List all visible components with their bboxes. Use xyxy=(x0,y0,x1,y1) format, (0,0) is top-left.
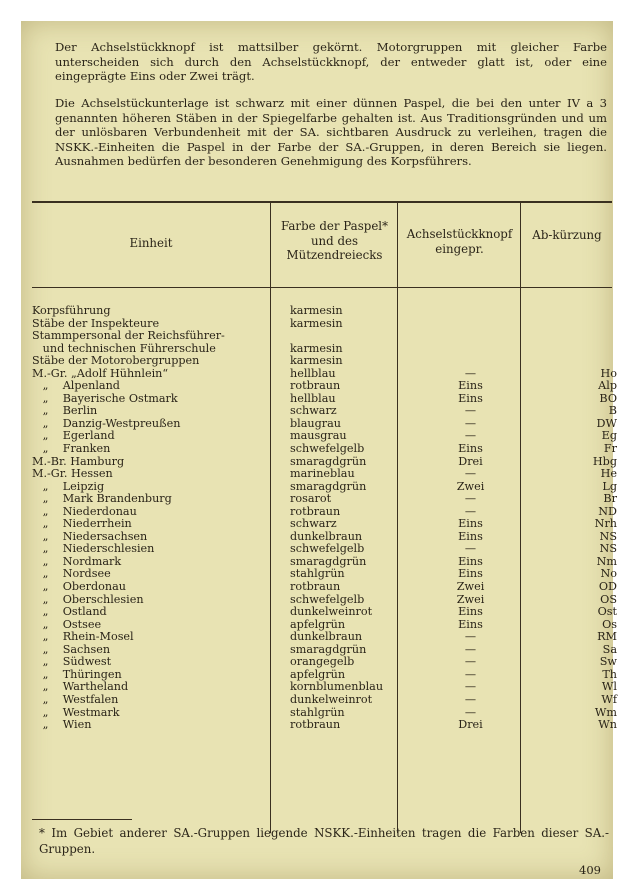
cell-unit: „ Ostsee xyxy=(32,617,102,631)
cell-abbr: Nm xyxy=(596,554,617,568)
cell-unit: „ Niederdonau xyxy=(32,504,137,518)
cell-color: schwarz xyxy=(290,517,337,531)
cell-color: stahlgrün xyxy=(290,705,345,719)
table-row xyxy=(32,655,617,669)
paragraph-underlay: Die Achselstückunterlage ist schwarz mit einer dünnen Paspel, die bei den unter IV a 3 genannten höheren Stäben in der Spiegelfarbe gehalten ist. Aus Traditionsgründen und um der unlösbaren Verbundenheit mit der SA. sichtbaren Ausdruck zu verleihen, tragen die NSKK.-Einheiten die Paspel in der Farbe der SA.-Gruppen, in deren Bereich sie liegen. Ausnahmen bedürfen der besonderen Genehmigung des Korpsführers. xyxy=(55,96,607,169)
cell-abbr: NS xyxy=(599,542,617,556)
cell-knob: — xyxy=(464,655,477,669)
cell-color: smaragdgrün xyxy=(290,642,367,656)
cell-color: hellblau xyxy=(290,391,336,405)
cell-unit: Stäbe der Inspekteure xyxy=(32,316,160,330)
cell-abbr: Nrh xyxy=(594,517,617,531)
cell-abbr: He xyxy=(600,467,617,481)
cell-unit: und technischen Führerschule xyxy=(32,341,216,355)
cell-color: smaragdgrün xyxy=(290,554,367,568)
cell-abbr: RM xyxy=(597,630,617,644)
cell-color: schwefelgelb xyxy=(290,592,365,606)
cell-abbr: Alp xyxy=(598,379,617,393)
table-row xyxy=(32,580,617,594)
cell-knob: — xyxy=(464,467,477,481)
cell-unit: „ Südwest xyxy=(32,655,112,669)
cell-unit: „ Bayerische Ostmark xyxy=(32,391,178,405)
page-number: 409 xyxy=(579,863,601,877)
cell-color: karmesin xyxy=(290,304,343,317)
cell-knob: — xyxy=(464,404,477,418)
cell-unit: „ Niederrhein xyxy=(32,517,132,531)
table-row xyxy=(32,355,612,368)
cell-unit: „ Nordsee xyxy=(32,567,111,581)
cell-knob: — xyxy=(464,492,477,506)
cell-color: rotbraun xyxy=(290,379,341,393)
cell-color: stahlgrün xyxy=(290,567,345,581)
cell-knob: — xyxy=(464,416,477,430)
table-row xyxy=(32,492,617,506)
table-row xyxy=(32,692,617,707)
table-row xyxy=(32,605,617,619)
cell-abbr: Sa xyxy=(602,642,617,656)
cell-color: schwarz xyxy=(290,404,337,418)
cell-knob: Zwei xyxy=(456,479,485,493)
cell-unit: „ Ostland xyxy=(32,605,107,619)
cell-abbr: Wf xyxy=(601,692,617,706)
cell-knob: Eins xyxy=(458,567,483,581)
header-abbreviation: Ab-kürzung xyxy=(532,228,602,242)
cell-abbr: Lg xyxy=(602,479,617,493)
cell-color: schwefelgelb xyxy=(290,442,365,456)
cell-knob: — xyxy=(464,504,477,518)
cell-abbr: Ho xyxy=(600,366,617,380)
cell-color: dunkelweinrot xyxy=(290,605,373,619)
cell-knob: — xyxy=(464,705,477,719)
cell-abbr: B xyxy=(608,404,617,418)
cell-unit: „ Mark Brandenburg xyxy=(32,492,172,506)
cell-color: rotbraun xyxy=(290,718,341,732)
cell-color: rotbraun xyxy=(290,580,341,594)
cell-knob: Eins xyxy=(458,529,483,543)
footnote: * Im Gebiet anderer SA.-Gruppen liegende NSKK.-Einheiten tragen die Farben dieser SA.-Gruppen. xyxy=(39,826,609,856)
cell-unit: M.-Br. Hamburg xyxy=(32,454,125,468)
cell-color: schwefelgelb xyxy=(290,542,365,556)
cell-abbr: Os xyxy=(602,617,617,631)
table-top-rule xyxy=(32,201,612,203)
cell-unit: „ Niederschlesien xyxy=(32,542,155,556)
cell-abbr: Fr xyxy=(603,442,617,456)
cell-color: apfelgrün xyxy=(290,617,346,631)
cell-abbr: Wn xyxy=(598,718,617,732)
cell-knob: Eins xyxy=(458,554,483,568)
cell-unit: „ Oberdonau xyxy=(32,580,126,594)
cell-knob: Zwei xyxy=(456,580,485,594)
cell-abbr: Eg xyxy=(601,429,617,443)
cell-abbr: Ost xyxy=(597,605,617,619)
cell-color: rosarot xyxy=(290,492,332,506)
cell-unit: Stammpersonal der Reichsführer- xyxy=(32,329,225,343)
cell-abbr: Br xyxy=(603,492,617,506)
cell-abbr: Hbg xyxy=(592,454,617,468)
cell-abbr: Wm xyxy=(594,705,617,719)
cell-unit: Korpsführung xyxy=(32,304,111,317)
cell-color: karmesin xyxy=(290,341,343,355)
cell-color: smaragdgrün xyxy=(290,479,367,493)
cell-knob: Drei xyxy=(458,718,483,732)
cell-unit: „ Westmark xyxy=(32,705,120,719)
cell-color: smaragdgrün xyxy=(290,454,367,468)
footnote-rule xyxy=(32,819,132,820)
cell-color: dunkelbraun xyxy=(290,630,363,644)
book-page xyxy=(21,21,617,879)
cell-abbr: OS xyxy=(600,592,617,606)
cell-unit: M.-Gr. Hessen xyxy=(32,467,113,481)
table-row xyxy=(32,379,617,393)
cell-unit: Stäbe der Motorobergruppen xyxy=(32,354,200,368)
cell-knob: — xyxy=(464,630,477,644)
cell-unit: „ Westfalen xyxy=(32,692,119,706)
table-header-rule xyxy=(32,287,612,288)
table-row xyxy=(32,718,617,732)
cell-knob: Eins xyxy=(458,379,483,393)
header-unit: Einheit xyxy=(129,236,173,250)
cell-knob: — xyxy=(464,542,477,556)
cell-color: mausgrau xyxy=(290,429,347,443)
table-row xyxy=(32,330,612,343)
cell-knob: Eins xyxy=(458,391,483,405)
cell-abbr: ND xyxy=(598,504,617,518)
cell-knob: — xyxy=(464,642,477,656)
cell-abbr: Th xyxy=(602,667,617,681)
cell-unit: „ Danzig-Westpreußen xyxy=(32,416,181,430)
cell-knob: Eins xyxy=(458,517,483,531)
cell-knob: — xyxy=(464,366,477,380)
table-row xyxy=(32,442,617,456)
cell-unit: „ Sachsen xyxy=(32,642,111,656)
cell-color: orangegelb xyxy=(290,655,355,669)
cell-unit: „ Egerland xyxy=(32,429,115,443)
cell-abbr: Sw xyxy=(599,655,617,669)
cell-abbr: BO xyxy=(599,391,617,405)
cell-unit: „ Nordmark xyxy=(32,554,122,568)
cell-unit: „ Franken xyxy=(32,442,111,456)
cell-unit: „ Wien xyxy=(32,718,92,732)
cell-knob: Drei xyxy=(458,454,483,468)
table-row xyxy=(32,517,617,531)
cell-color: dunkelbraun xyxy=(290,529,363,543)
cell-unit: „ Niedersachsen xyxy=(32,529,148,543)
cell-color: rotbraun xyxy=(290,504,341,518)
table-row xyxy=(32,305,612,318)
cell-unit: „ Rhein-Mosel xyxy=(32,630,134,644)
cell-abbr: Wl xyxy=(601,680,617,694)
paragraph-knob: Der Achselstückknopf ist mattsilber gekörnt. Motorgruppen mit gleicher Farbe unterscheiden sich durch den Achselstückknopf, der entweder glatt ist, oder eine eingeprägte Eins oder Zwei trägt. xyxy=(55,40,607,84)
cell-knob: Eins xyxy=(458,442,483,456)
cell-color: blaugrau xyxy=(290,416,341,430)
cell-unit: M.-Gr. „Adolf Hühnlein“ xyxy=(32,366,169,380)
cell-unit: „ Alpenland xyxy=(32,379,120,393)
cell-knob: — xyxy=(464,692,477,706)
table-row xyxy=(32,630,617,644)
cell-abbr: DW xyxy=(596,416,617,430)
cell-knob: — xyxy=(464,680,477,694)
header-knob: Achselstückknopf eingepr. xyxy=(406,227,513,256)
cell-knob: Zwei xyxy=(456,592,485,606)
cell-knob: — xyxy=(464,429,477,443)
cell-abbr: NS xyxy=(599,529,617,543)
table-row xyxy=(32,467,617,481)
cell-color: karmesin xyxy=(290,354,343,368)
cell-color: marineblau xyxy=(290,467,355,481)
cell-color: dunkelweinrot xyxy=(290,692,373,706)
cell-unit: „ Thüringen xyxy=(32,667,122,681)
cell-unit: „ Wartheland xyxy=(32,680,129,694)
header-piping-color: Farbe der Paspel* und des Mützendreiecks xyxy=(281,219,388,262)
cell-knob: Eins xyxy=(458,605,483,619)
cell-knob: Eins xyxy=(458,617,483,631)
cell-unit: „ Oberschlesien xyxy=(32,592,144,606)
cell-color: hellblau xyxy=(290,366,336,380)
cell-unit: „ Berlin xyxy=(32,404,98,418)
cell-unit: „ Leipzig xyxy=(32,479,105,493)
cell-knob: — xyxy=(464,667,477,681)
cell-color: karmesin xyxy=(290,316,343,330)
cell-abbr: No xyxy=(600,567,617,581)
cell-color: apfelgrün xyxy=(290,667,346,681)
cell-abbr: OD xyxy=(598,580,617,594)
cell-color: kornblumenblau xyxy=(290,680,384,694)
table-body xyxy=(32,304,617,732)
